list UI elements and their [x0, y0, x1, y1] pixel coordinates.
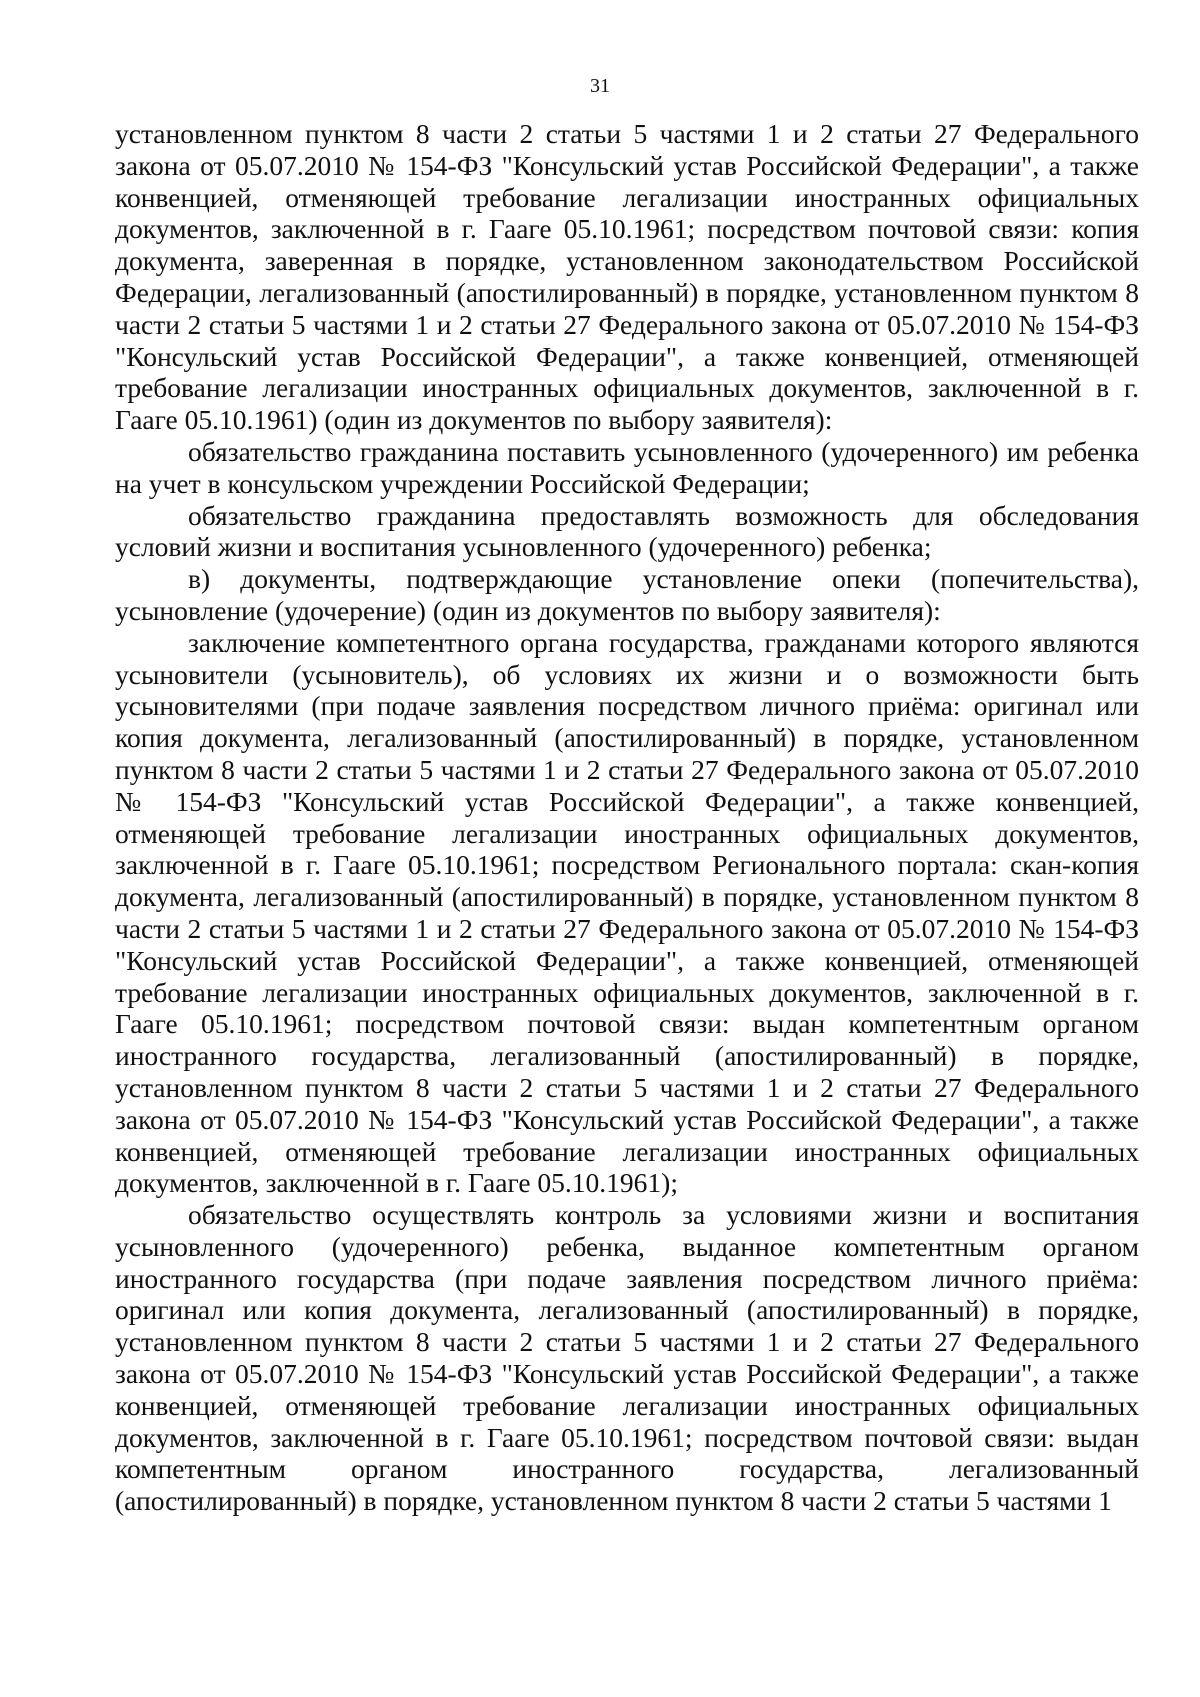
paragraph-item-v: в) документы, подтверждающие установление опеки (попечительства), усыновление (удочерение) (один из документов по выбору заявителя):: [115, 563, 1139, 626]
paragraph-registration-obligation: обязательство гражданина поставить усыновленного (удочеренного) им ребенка на учет в консульском учреждении Российской Федерации;: [115, 435, 1139, 499]
paragraph-control-obligation: обязательство осуществлять контроль за условиями жизни и воспитания усыновленного (удочеренного) ребенка, выданное компетентным органом иностранного государства (при подаче заявления посредством личного приёма: оригинал или копия документа, легализованный (апостилированный) в порядке, установленном пунктом 8 части 2 статьи 5 частями 1 и 2 статьи 27 Федерального закона от 05.07.2010 № 154-ФЗ "Консульский устав Российской Федерации", а также конвенцией, отменяющей требование легализации иностранных официальных документов, заключенной в г. Гааге 05.10.1961; посредством почтовой связи: выдан компетентным органом иностранного государства, легализованный (апостилированный) в порядке, установленном пунктом 8 части 2 статьи 5 частями 1: [115, 1199, 1139, 1517]
paragraph-continuation: установленном пунктом 8 части 2 статьи 5 частями 1 и 2 статьи 27 Федерального закона от 05.07.2010 № 154-ФЗ "Консульский устав Российской Федерации", а также конвенцией, отменяющей требование легализации иностранных официальных документов, заключенной в г. Гааге 05.10.1961; посредством почтовой связи: копия документа, заверенная в порядке, установленном законодательством Российской Федерации, легализованный (апостилированный) в порядке, установленном пунктом 8 части 2 статьи 5 частями 1 и 2 статьи 27 Федерального закона от 05.07.2010 № 154-ФЗ "Консульский устав Российской Федерации", а также конвенцией, отменяющей требование легализации иностранных официальных документов, заключенной в г. Гааге 05.10.1961) (один из документов по выбору заявителя):: [115, 118, 1139, 436]
paragraph-competent-authority-conclusion: заключение компетентного органа государства, гражданами которого являются усыновители (усыновитель), об условиях их жизни и о возможности быть усыновителями (при подаче заявления посредством личного приёма: оригинал или копия документа, легализованный (апостилированный) в порядке, установленном пунктом 8 части 2 статьи 5 частями 1 и 2 статьи 27 Федерального закона от 05.07.2010 № 154-ФЗ "Консульский устав Российской Федерации", а также конвенцией, отменяющей требование легализации иностранных официальных документов, заключенной в г. Гааге 05.10.1961; посредством Регионального портала: скан-копия документа, легализованный (апостилированный) в порядке, установленном пунктом 8 части 2 статьи 5 частями 1 и 2 статьи 27 Федерального закона от 05.07.2010 № 154-ФЗ "Консульский устав Российской Федерации", а также конвенцией, отменяющей требование легализации иностранных официальных документов, заключенной в г. Гааге 05.10.1961; посредством почтовой связи: выдан компетентным органом иностранного государства, легализованный (апостилированный) в порядке, установленном пунктом 8 части 2 статьи 5 частями 1 и 2 статьи 27 Федерального закона от 05.07.2010 № 154-ФЗ "Консульский устав Российской Федерации", а также конвенцией, отменяющей требование легализации иностранных официальных документов, заключенной в г. Гааге 05.10.1961);: [115, 626, 1139, 1199]
paragraph-inspection-obligation: обязательство гражданина предоставлять возможность для обследования условий жизни и воспитания усыновленного (удочеренного) ребенка;: [115, 499, 1139, 563]
page-number: 31: [590, 75, 610, 97]
document-body: [115, 118, 1139, 1517]
